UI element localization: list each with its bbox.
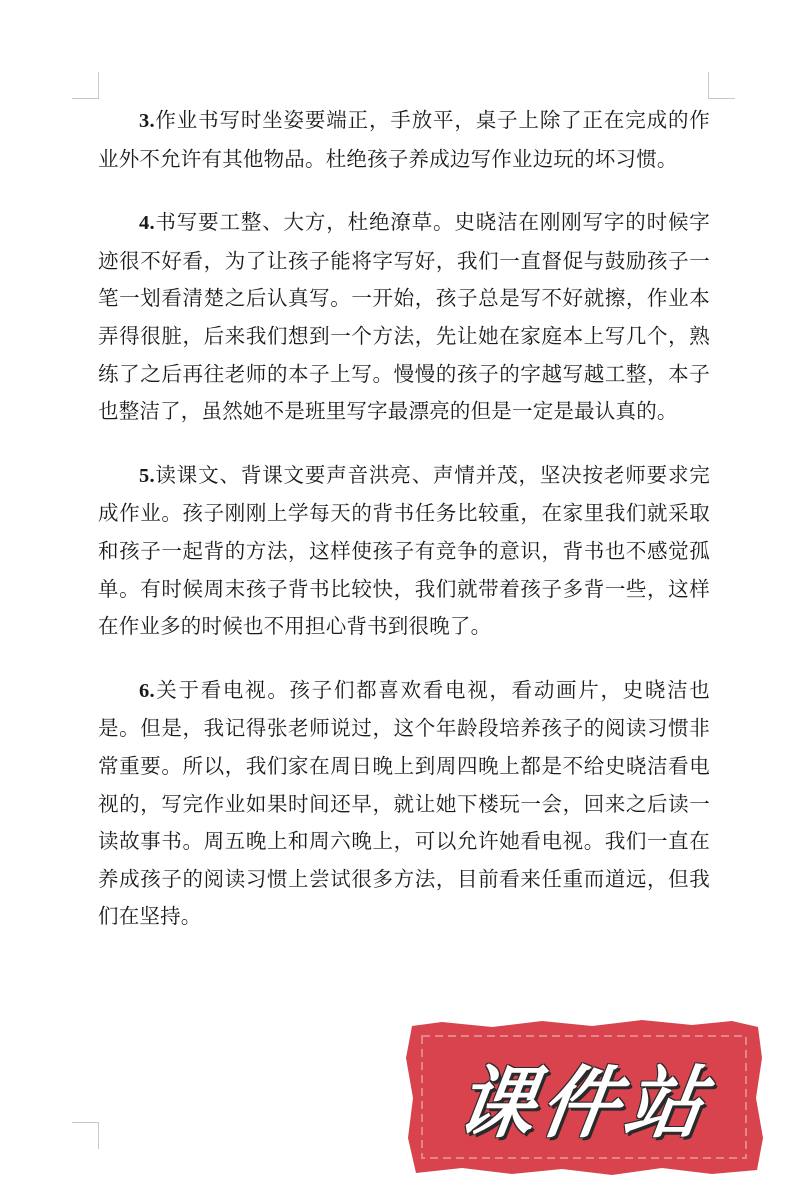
margin-mark-top-right [708,72,735,99]
margin-mark-bottom-left [72,1122,99,1149]
watermark-stamp [402,1018,766,1176]
paragraph-number: 4. [139,212,155,235]
paragraph-6 [98,672,710,936]
margin-mark-top-left [72,72,99,99]
paragraph-4 [98,204,710,431]
paragraph-5 [98,457,710,646]
watermark-text: 课件站 [450,1059,716,1149]
paragraph-number: 6. [139,679,155,702]
document-body [98,102,710,962]
paragraph-text: 关于看电视。孩子们都喜欢看电视，看动画片，史晓洁也是。但是，我记得张老师说过，这个年龄段培养孩子的阅读习惯非常重要。所以，我们家在周日晚上到周四晚上都是不给史晓洁看电视的，写完作业如果时间还早，就让她下楼玩一会，回来之后读一读故事书。周五晚上和周六晚上，可以允许她看电视。我们一直在养成孩子的阅读习惯上尝试很多方法，目前看来任重而道远，但我们在坚持。 [98,677,710,929]
paragraph-number: 3. [139,110,155,132]
paragraph-text: 书写要工整、大方，杜绝潦草。史晓洁在刚刚写字的时候字迹很不好看，为了让孩子能将字写好，我们一直督促与鼓励孩子一笔一划看清楚之后认真写。一开始，孩子总是写不好就擦，作业本弄得很脏，后来我们想到一个方法，先让她在家庭本上写几个，熟练了之后再往老师的本子上写。慢慢的孩子的字越写越工整，本子也整洁了，虽然她不是班里写字最漂亮的但是一定是最认真的。 [98,210,710,424]
paragraph-text: 作业书写时坐姿要端正，手放平，桌子上除了正在完成的作业外不允许有其他物品。杜绝孩子养成边写作业边玩的坏习惯。 [98,108,710,171]
paragraph-text: 读课文、背课文要声音洪亮、声情并茂，坚决按老师要求完成作业。孩子刚刚上学每天的背书任务比较重，在家里我们就采取和孩子一起背的方法，这样使孩子有竞争的意识，背书也不感觉孤单。有时候周末孩子背书比较快，我们就带着孩子多背一些，这样在作业多的时候也不用担心背书到很晚了。 [98,462,710,639]
paragraph-3 [98,102,710,178]
paragraph-number: 5. [139,464,155,487]
